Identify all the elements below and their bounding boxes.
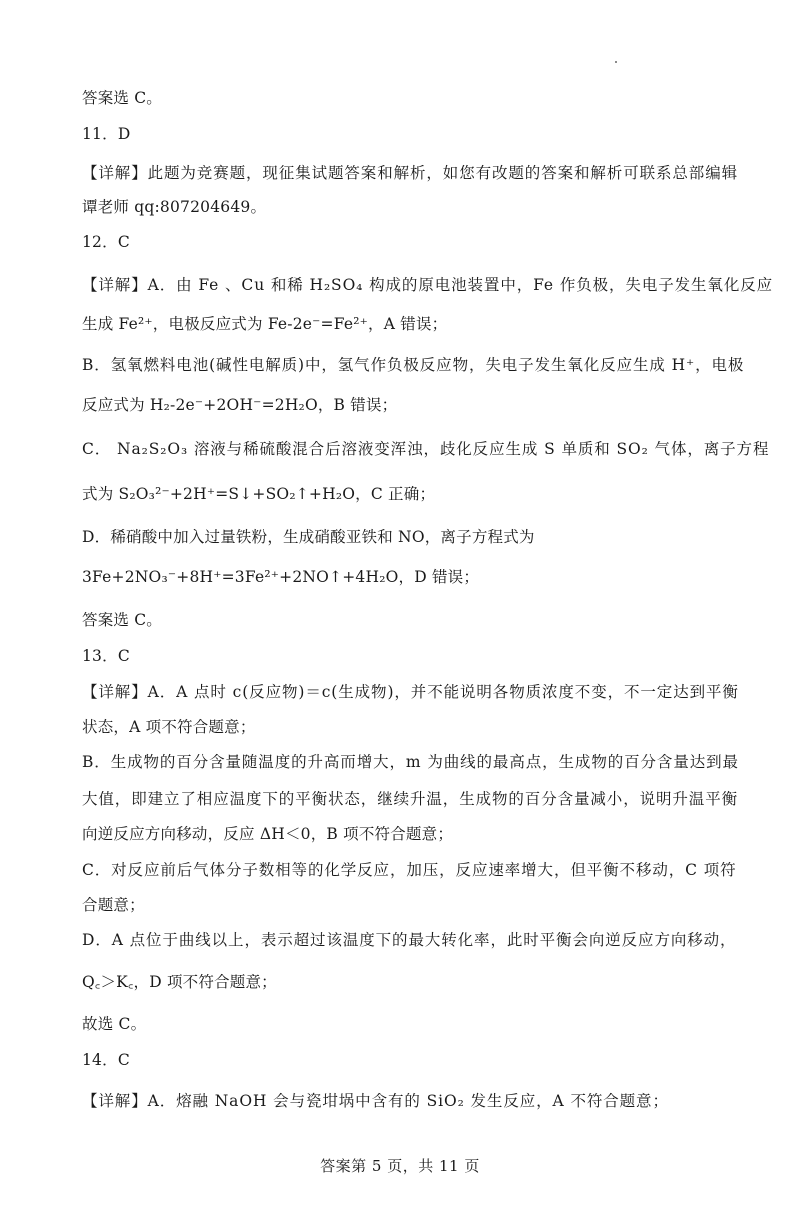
text-line: 谭老师 qq:807204649。: [82, 198, 267, 216]
text-line: 式为 S₂O₃²⁻+2H⁺=S↓+SO₂↑+H₂O，C 正确；: [82, 485, 436, 503]
page-footer: 答案第 5 页，共 11 页: [320, 1157, 480, 1175]
text-line: 【详解】此题为竞赛题，现征集试题答案和解析，如您有改题的答案和解析可联系总部编辑: [82, 164, 739, 182]
question-number: 13．C: [82, 647, 130, 665]
text-line: D．稀硝酸中加入过量铁粉，生成硝酸亚铁和 NO，离子方程式为: [82, 528, 535, 546]
question-number: 12．C: [82, 233, 130, 251]
text-line: 答案选 C。: [82, 611, 162, 629]
text-line: 大值，即建立了相应温度下的平衡状态，继续升温，生成物的百分含量减小，说明升温平衡: [82, 790, 739, 808]
text-line: 反应式为 H₂-2e⁻+2OH⁻=2H₂O，B 错误；: [82, 396, 398, 414]
question-number: 14．C: [82, 1051, 130, 1069]
text-line: 【详解】A．A 点时 c(反应物)＝c(生成物)，并不能说明各物质浓度不变，不一定达到平衡: [82, 683, 739, 701]
text-line: 【详解】A．熔融 NaOH 会与瓷坩埚中含有的 SiO₂ 发生反应，A 不符合题意；: [82, 1092, 669, 1110]
text-line: C．对反应前后气体分子数相等的化学反应，加压，反应速率增大，但平衡不移动，C 项符: [82, 861, 737, 879]
text-line: 3Fe+2NO₃⁻+8H⁺=3Fe²⁺+2NO↑+4H₂O，D 错误；: [82, 568, 480, 586]
text-line: 合题意；: [82, 896, 145, 914]
text-line: 故选 C。: [82, 1015, 147, 1033]
text-line: 状态，A 项不符合题意；: [82, 718, 256, 736]
scan-speck: [615, 61, 617, 63]
text-line: B．氢氧燃料电池(碱性电解质)中，氢气作负极反应物，失电子发生氧化反应生成 H⁺，电极: [82, 356, 745, 374]
text-line: 生成 Fe²⁺，电极反应式为 Fe-2e⁻=Fe²⁺，A 错误；: [82, 315, 448, 333]
text-line: 答案选 C。: [82, 89, 162, 107]
text-line: B．生成物的百分含量随温度的升高而增大，m 为曲线的最高点，生成物的百分含量达到最: [82, 753, 739, 771]
text-line: D．A 点位于曲线以上，表示超过该温度下的最大转化率，此时平衡会向逆反应方向移动，: [82, 931, 737, 949]
text-line: 向逆反应方向移动，反应 ΔH＜0，B 项不符合题意；: [82, 825, 454, 843]
question-number: 11．D: [82, 125, 131, 143]
text-line: 【详解】A．由 Fe 、Cu 和稀 H₂SO₄ 构成的原电池装置中，Fe 作负极，失电子发生氧化反应: [82, 276, 774, 294]
text-line: C． Na₂S₂O₃ 溶液与稀硫酸混合后溶液变浑浊，歧化反应生成 S 单质和 SO₂ 气体，离子方程: [82, 440, 770, 458]
text-line: Q꜀＞K꜀，D 项不符合题意；: [82, 973, 277, 991]
